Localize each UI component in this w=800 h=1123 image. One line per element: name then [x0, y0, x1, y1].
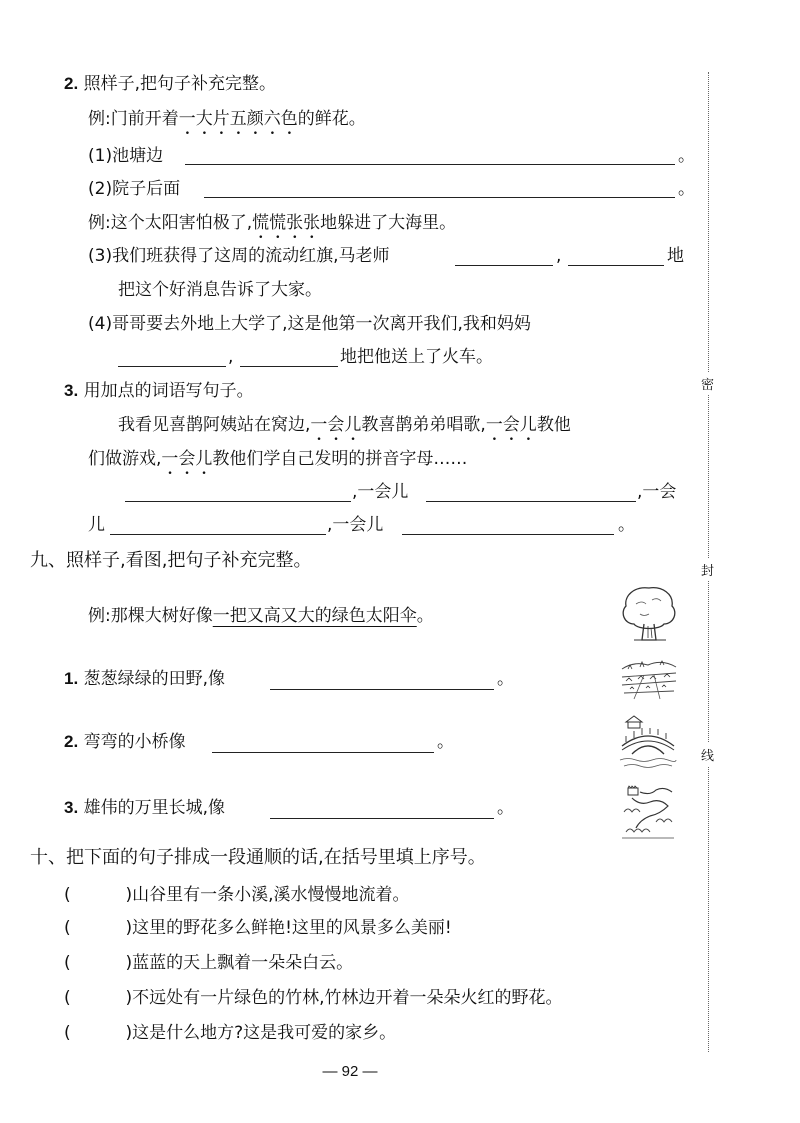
passage-text: 们做游戏, [88, 449, 162, 469]
q3-answer-seg-4: ,一会儿 [327, 515, 384, 535]
q3-number: 3. [64, 381, 79, 400]
q3-answer-seg-2: ,一会 [637, 482, 677, 502]
example-suffix: 的鲜花。 [297, 109, 366, 129]
sec9-item-1 [64, 668, 225, 690]
sec9-item-2 [64, 731, 186, 753]
q3-answer-end: 。 [618, 515, 635, 535]
example-prefix: 例:门前开着 [88, 109, 179, 129]
passage-text: 我看见喜鹊阿姨站在窝边, [118, 415, 311, 435]
seal-char-feng: 封 [701, 558, 714, 581]
example-prefix: 例:这个太阳害怕极了, [88, 213, 253, 233]
passage-text: 教他 [536, 415, 571, 435]
item-number: 3. [64, 798, 79, 817]
sec10-row [64, 884, 410, 906]
sec9-item-2-answer-line[interactable] [212, 751, 434, 753]
q2-item-2-label: (2)院子后面 [88, 179, 181, 199]
passage-dotted-word: 一会儿 [310, 415, 362, 435]
seal-char-mi: 密 [701, 372, 714, 395]
q2-item-1-period: 。 [678, 146, 695, 166]
item-text: 葱葱绿绿的田野,像 [83, 669, 225, 689]
sec10-row [64, 917, 452, 939]
q3-answer-line-1[interactable] [125, 500, 351, 502]
q2-item-4-answer-line-a[interactable] [118, 365, 226, 367]
page-number: — 92 — [322, 1063, 378, 1080]
q2-item-3-line2: 把这个好消息告诉了大家。 [118, 280, 322, 300]
tree-picture [614, 582, 684, 644]
sentence-text: 这里的野花多么鲜艳!这里的风景多么美丽! [132, 918, 452, 938]
passage-text: 教喜鹊弟弟唱歌, [361, 415, 486, 435]
paren-open: ( [64, 953, 71, 973]
great-wall-picture [620, 782, 676, 840]
bridge-picture [618, 714, 678, 770]
q2-item-1-answer-line[interactable] [185, 163, 675, 165]
q2-item-3-answer-line-b[interactable] [568, 264, 664, 266]
item-number: 2. [64, 732, 79, 751]
q2-item-4-text: (4)哥哥要去外地上大学了,这是他第一次离开我们,我和妈妈 [88, 314, 531, 334]
sec9-item-3-end: 。 [497, 798, 514, 818]
passage-text: 教他们学自己发明的拼音字母…… [212, 449, 468, 469]
sec9-item-1-end: 。 [497, 669, 514, 689]
paren-open: ( [64, 885, 71, 905]
sec9-item-3 [64, 797, 225, 819]
q3-passage-line-2 [88, 448, 467, 479]
sentence-text: 山谷里有一条小溪,溪水慢慢地流着。 [132, 885, 410, 905]
paren-open: ( [64, 988, 71, 1008]
sec9-example [88, 605, 434, 627]
sec9-item-1-answer-line[interactable] [270, 688, 494, 690]
sec9-item-2-end: 。 [437, 732, 454, 752]
item-text: 弯弯的小桥像 [83, 732, 186, 752]
q2-item-3-text: (3)我们班获得了这周的流动红旗,马老师 [88, 246, 390, 266]
paren-open: ( [64, 1023, 71, 1043]
item-number: 1. [64, 669, 79, 688]
passage-dotted-word: 一会儿 [161, 449, 213, 469]
q3-answer-line-3[interactable] [110, 533, 326, 535]
q2-item-2-period: 。 [678, 179, 695, 199]
sec9-item-3-answer-line[interactable] [270, 817, 494, 819]
paren-close: ) [125, 988, 133, 1008]
section-9-title: 九、照样子,看图,把句子补充完整。 [30, 550, 312, 571]
example-end: 。 [416, 606, 434, 626]
q2-item-4-end: 地把他送上了火车。 [340, 347, 493, 367]
q2-item-3-answer-line-a[interactable] [455, 264, 553, 266]
q2-item-4-answer-line-b[interactable] [240, 365, 338, 367]
example-dotted-phrase: 慌慌张张 [252, 213, 321, 233]
passage-dotted-word: 一会儿 [485, 415, 537, 435]
sentence-text: 这是什么地方?这是我可爱的家乡。 [132, 1023, 397, 1043]
section-10-title: 十、把下面的句子排成一段通顺的话,在括号里填上序号。 [30, 847, 486, 868]
q3-passage-line-1 [118, 414, 571, 445]
sentence-text: 不远处有一片绿色的竹林,竹林边开着一朵朵火红的野花。 [132, 988, 563, 1008]
field-picture [620, 655, 678, 701]
q2-example-1 [88, 108, 366, 139]
q2-title-text: 照样子,把句子补充完整。 [83, 74, 276, 94]
sec10-row [64, 952, 353, 974]
q3-answer-line-2[interactable] [426, 500, 636, 502]
q3-answer-line-4[interactable] [402, 533, 614, 535]
example-suffix: 地躲进了大海里。 [320, 213, 457, 233]
seal-char-xian: 线 [701, 743, 714, 766]
q3-title-text: 用加点的词语写句子。 [83, 381, 254, 401]
example-dotted-phrase: 一大片五颜六色 [178, 109, 298, 129]
q2-number: 2. [64, 74, 79, 93]
q2-title [64, 73, 276, 95]
example-answer: 一把又高又大的绿色太阳伞 [212, 606, 417, 626]
paren-close: ) [125, 953, 133, 973]
q2-item-2-answer-line[interactable] [204, 196, 675, 198]
q3-answer-seg-3: 儿 [88, 515, 105, 535]
q2-example-2 [88, 212, 456, 243]
paren-close: ) [125, 918, 133, 938]
paren-close: ) [125, 885, 133, 905]
sentence-text: 蓝蓝的天上飘着一朵朵白云。 [132, 953, 354, 973]
q3-answer-seg-1: ,一会儿 [352, 482, 409, 502]
item-text: 雄伟的万里长城,像 [83, 798, 225, 818]
q2-item-3-comma: , [556, 246, 562, 266]
q3-title [64, 380, 254, 402]
q2-item-3-end: 地 [667, 246, 684, 266]
sec10-row [64, 987, 563, 1009]
q2-item-1-label: (1)池塘边 [88, 146, 164, 166]
sec10-row [64, 1022, 396, 1044]
q2-item-4-comma: , [228, 347, 234, 367]
paren-close: ) [125, 1023, 133, 1043]
example-prefix: 例:那棵大树好像 [88, 606, 213, 626]
paren-open: ( [64, 918, 71, 938]
